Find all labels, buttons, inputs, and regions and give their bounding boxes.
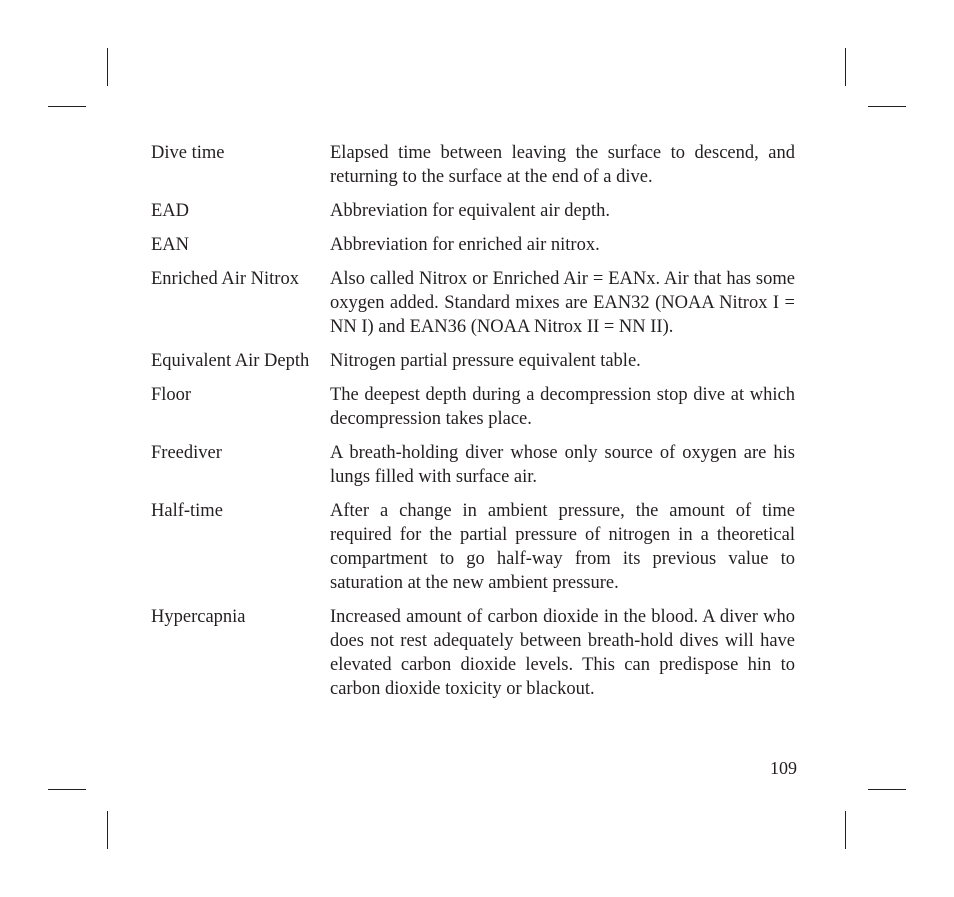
glossary-definition: Elapsed time between leaving the surface to descend, and returning to the surface at the end of a dive. xyxy=(330,143,795,187)
crop-mark-top-left-vertical xyxy=(107,48,108,86)
glossary-definition: Also called Nitrox or Enriched Air = EANx. Air that has some oxygen added. Standard mixes are EAN32 (NOAA Nitrox I = NN I) and EAN36 (NOAA Nitrox II = NN II). xyxy=(330,269,795,337)
crop-mark-bottom-right-vertical xyxy=(845,811,846,849)
glossary-entry xyxy=(151,383,795,431)
glossary-definition: After a change in ambient pressure, the amount of time required for the partial pressure of nitrogen in a theoretical compartment to go half-way from its previous value to saturation at the new ambient pressure. xyxy=(330,501,795,593)
glossary-definition: Increased amount of carbon dioxide in the blood. A diver who does not rest adequately between breath-hold dives will have elevated carbon dioxide levels. This can predispose hin to carbon dioxide toxicity or blackout. xyxy=(330,607,795,699)
crop-mark-bottom-left-horizontal xyxy=(48,789,86,790)
glossary-definition: Nitrogen partial pressure equivalent table. xyxy=(330,351,641,371)
glossary-term: Enriched Air Nitrox xyxy=(151,269,299,289)
glossary-definition: Abbreviation for enriched air nitrox. xyxy=(330,235,600,255)
glossary-entry xyxy=(151,141,795,189)
glossary-definition: A breath-holding diver whose only source of oxygen are his lungs filled with surface air. xyxy=(330,443,795,487)
glossary-entry xyxy=(151,605,795,701)
glossary-term: Equivalent Air Depth xyxy=(151,351,310,371)
crop-mark-top-left-horizontal xyxy=(48,106,86,107)
crop-mark-top-right-horizontal xyxy=(868,106,906,107)
page-number: 109 xyxy=(770,758,797,778)
glossary-term: EAN xyxy=(151,235,190,255)
glossary-term: Hypercapnia xyxy=(151,607,246,627)
glossary-term: EAD xyxy=(151,201,190,221)
glossary-entry xyxy=(151,233,795,257)
glossary-definition: The deepest depth during a decompression stop dive at which decompression takes place. xyxy=(330,385,795,429)
crop-mark-bottom-left-vertical xyxy=(107,811,108,849)
glossary-entry xyxy=(151,267,795,339)
glossary-entry xyxy=(151,499,795,595)
glossary-entry xyxy=(151,441,795,489)
crop-mark-bottom-right-horizontal xyxy=(868,789,906,790)
glossary-term: Freediver xyxy=(151,443,222,463)
crop-mark-top-right-vertical xyxy=(845,48,846,86)
glossary-term: Half-time xyxy=(151,501,223,521)
glossary-entry xyxy=(151,349,795,373)
glossary-definition: Abbreviation for equivalent air depth. xyxy=(330,201,610,221)
glossary-list xyxy=(151,141,795,711)
glossary-term: Floor xyxy=(151,385,192,405)
glossary-term: Dive time xyxy=(151,143,225,163)
glossary-entry xyxy=(151,199,795,223)
